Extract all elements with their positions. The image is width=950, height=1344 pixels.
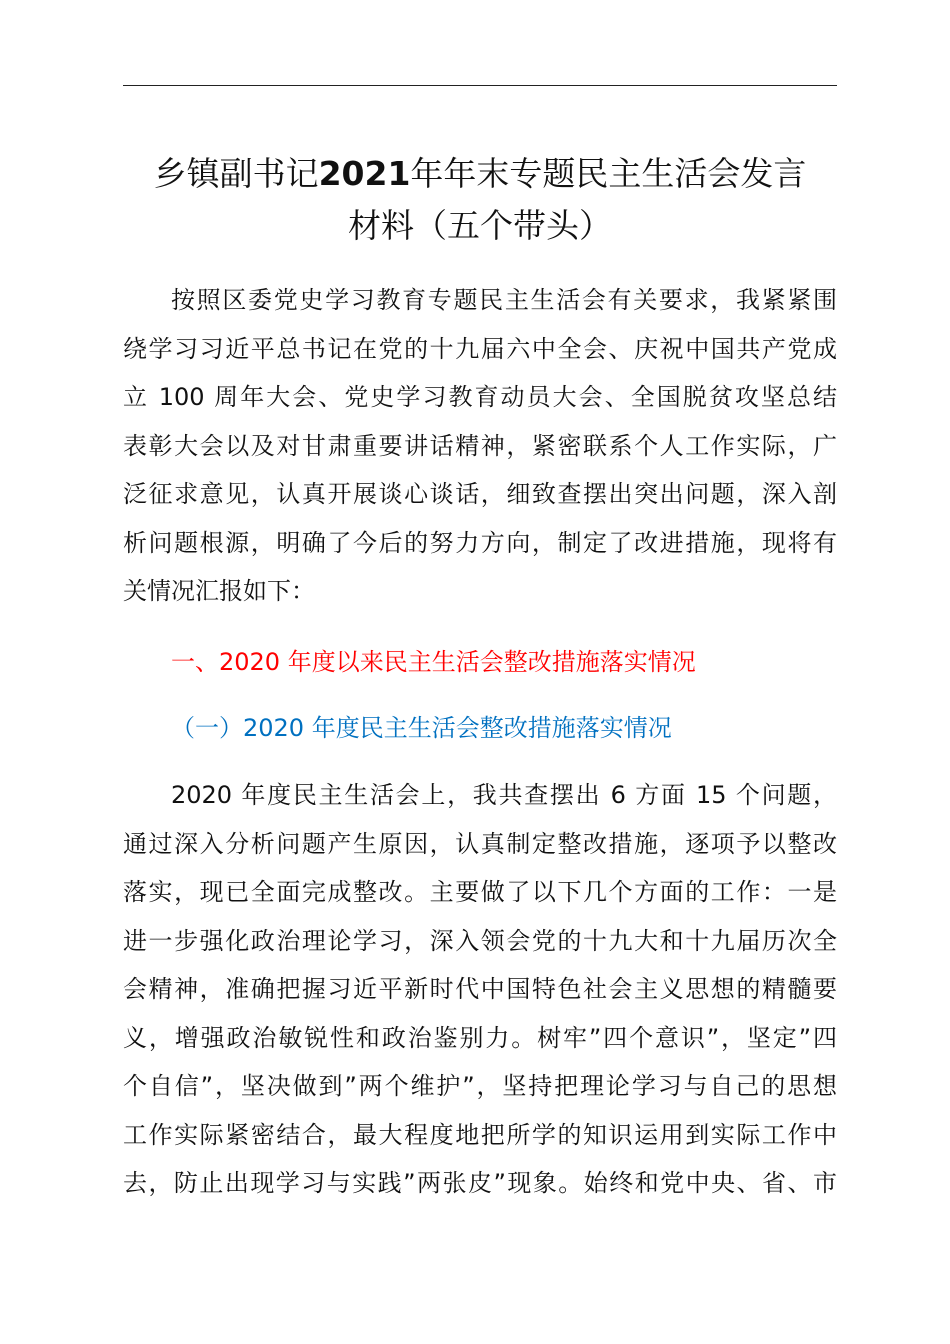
paragraph-line: 工作实际紧密结合，最大程度地把所学的知识运用到实际工作中 bbox=[123, 1120, 837, 1149]
paragraph-line: 义，增强政治敏锐性和政治鉴别力。树牢”四个意识”，坚定”四 bbox=[123, 1023, 837, 1052]
paragraph-line: 析问题根源，明确了今后的努力方向，制定了改进措施，现将有 bbox=[123, 528, 837, 557]
paragraph-line: 泛征求意见，认真开展谈心谈话，细致查摆出突出问题，深入剖 bbox=[123, 480, 837, 508]
subsection-heading-1: （一）2020 年度民主生活会整改措施落实情况 bbox=[171, 714, 672, 742]
paragraph-line: 进一步强化政治理论学习，深入领会党的十九大和十九届历次全 bbox=[123, 926, 837, 955]
intro-paragraph bbox=[123, 276, 837, 616]
paragraph-line: 绕学习习近平总书记在党的十九届六中全会、庆祝中国共产党成 bbox=[123, 334, 837, 363]
paragraph-line: 按照区委党史学习教育专题民主生活会有关要求，我紧紧围 bbox=[171, 286, 837, 314]
title-line-1: 乡镇副书记2021年年末专题民主生活会发言 bbox=[153, 154, 807, 193]
title-line-2: 材料（五个带头） bbox=[348, 206, 612, 245]
paragraph-line: 立 100 周年大会、党史学习教育动员大会、全国脱贫攻坚总结 bbox=[123, 383, 837, 411]
header-rule bbox=[123, 85, 837, 86]
paragraph-line: 会精神，准确把握习近平新时代中国特色社会主义思想的精髓要 bbox=[123, 975, 837, 1003]
paragraph-line: 2020 年度民主生活会上，我共查摆出 6 方面 15 个问题， bbox=[171, 781, 837, 809]
section-heading-1: 一、2020 年度以来民主生活会整改措施落实情况 bbox=[171, 648, 696, 676]
paragraph-line: 个自信”，坚决做到”两个维护”，坚持把理论学习与自己的思想 bbox=[123, 1072, 837, 1100]
title-year: 2021 bbox=[318, 154, 411, 193]
paragraph-line: 表彰大会以及对甘肃重要讲话精神，紧密联系个人工作实际，广 bbox=[123, 431, 837, 460]
subsection-1-paragraph bbox=[123, 771, 837, 1208]
document-title bbox=[100, 148, 860, 252]
paragraph-line: 通过深入分析问题产生原因，认真制定整改措施，逐项予以整改 bbox=[123, 829, 837, 858]
paragraph-line: 落实，现已全面完成整改。主要做了以下几个方面的工作：一是 bbox=[123, 878, 837, 906]
paragraph-line: 关情况汇报如下： bbox=[123, 577, 315, 605]
paragraph-line: 去，防止出现学习与实践”两张皮”现象。始终和党中央、省、市 bbox=[123, 1169, 837, 1197]
